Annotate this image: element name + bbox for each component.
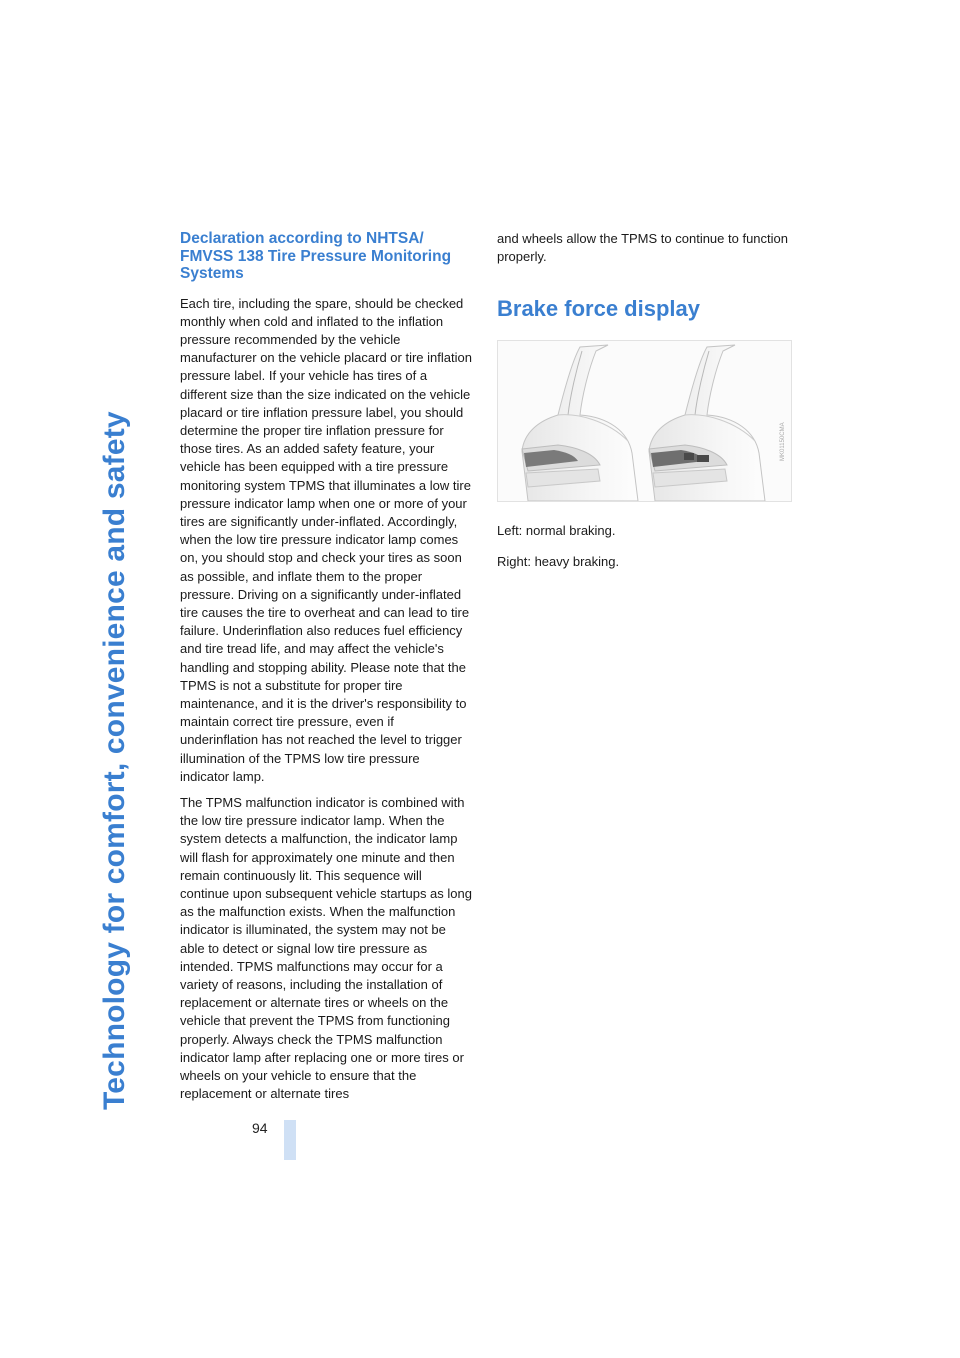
caption-right-heavy-braking: Right: heavy braking. xyxy=(497,553,620,569)
brake-lights-figure xyxy=(497,340,792,502)
right-car-rear xyxy=(649,345,765,501)
brake-force-display-heading: Brake force display xyxy=(497,296,700,322)
tpms-declaration-heading: Declaration according to NHTSA/ FMVSS 138 Tire Pressure Monitoring Systems xyxy=(180,230,452,282)
tpms-continuation-paragraph: and wheels allow the TPMS to continue to function properly. xyxy=(497,231,788,265)
left-column xyxy=(180,230,472,1111)
caption-left-normal-braking: Left: normal braking. xyxy=(497,523,616,539)
right-column xyxy=(497,230,790,583)
tpms-paragraph-1: Each tire, including the spare, should be checked monthly when cold and inflated to the inflation pressure recommended by the vehicle manufacturer on the vehicle placard or tire inflation pressure label. If your vehicle has tires of a different size than the size indicated on the vehicle placard or tire inflation pressure label, you should determine the proper tire inflation pressure for those tires. As an added safety feature, your vehicle has been equipped with a tire pressure monitoring system TPMS that illuminates a low tire pressure indicator lamp when one or more of your tires are significantly under-inflated. Accordingly, when the low tire pressure indicator lamp comes on, you should stop and check your tires as soon as possible, and inflate them to the proper pressure. Driving on a significantly under-inflated tire causes the tire to overheat and can lead to tire failure. Underinflation also reduces fuel efficiency and tire tread life, and may affect the vehicle's handling and stopping ability. Please note that the TPMS is not a substitute for proper tire maintenance, and it is the driver's responsibility to maintain correct tire pressure, even if underinflation has not reached the level to trigger illumination of the TPMS low tire pressure indicator lamp. xyxy=(180,295,472,784)
page-number: 94 xyxy=(252,1120,268,1136)
figure-captions xyxy=(497,522,790,570)
tpms-paragraph-2: The TPMS malfunction indicator is combined with the low tire pressure indicator lamp. When the system detects a malfunction, the indicator lamp will flash for approximately one minute and then remain continuously lit. This sequence will continue upon subsequent vehicle startups as long as the malfunction exists. When the malfunction indicator is illuminated, the system may not be able to detect or signal low tire pressure as intended. TPMS malfunctions may occur for a variety of reasons, including the installation of replacement or alternate tires or wheels on the vehicle that prevent the TPMS from functioning properly. Always check the TPMS malfunction indicator lamp after replacing one or more tires or wheels on your vehicle to ensure that the replacement or alternate tires xyxy=(180,794,472,1102)
brake-lights-illustration xyxy=(498,341,791,501)
figure-code-label: MK01150CMA xyxy=(780,422,786,462)
left-car-rear xyxy=(522,345,638,501)
page-number-bar xyxy=(284,1120,296,1160)
side-chapter-title-text: Technology for comfort, convenience and safety xyxy=(98,411,131,1110)
